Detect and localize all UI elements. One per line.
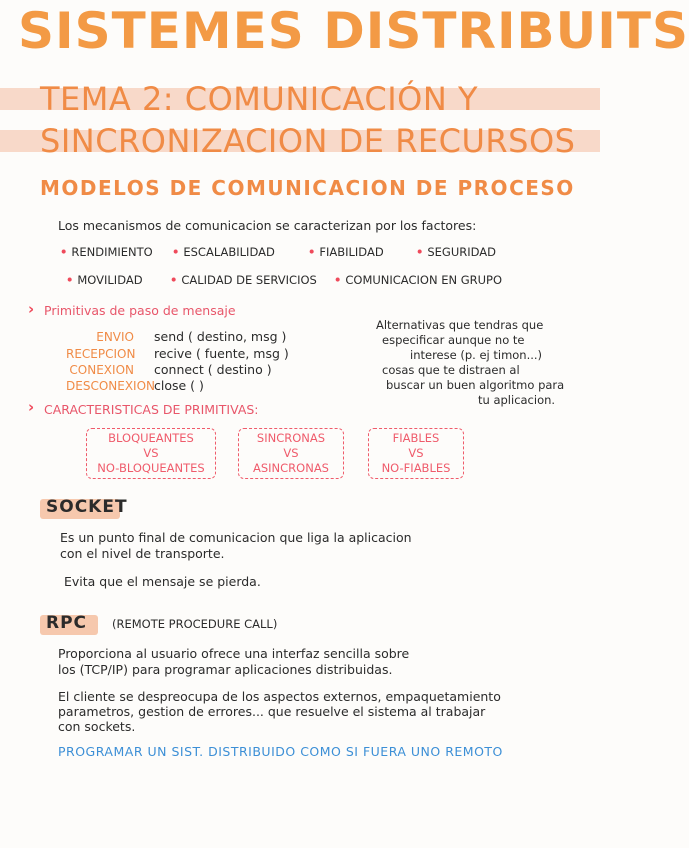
primitive-value: send ( destino, msg ): [154, 329, 287, 344]
characteristics-heading: CARACTERISTICAS DE PRIMITIVAS:: [44, 402, 259, 417]
rpc-heading-note: (REMOTE PROCEDURE CALL): [112, 617, 278, 631]
side-note-line: buscar un buen algoritmo para: [386, 378, 565, 392]
factor-item: • ESCALABILIDAD: [172, 245, 275, 259]
characteristic-box: [368, 428, 464, 479]
rpc-text: El cliente se despreocupa de los aspectos externos, empaquetamiento: [58, 689, 501, 704]
side-note-line: especificar aunque no te: [382, 333, 525, 347]
primitive-value: recive ( fuente, msg ): [154, 346, 289, 361]
primitive-label: DESCONEXION: [66, 379, 156, 393]
factor-item: • CALIDAD DE SERVICIOS: [170, 273, 317, 287]
subtitle-line-2: SINCRONIZACION DE RECURSOS: [40, 122, 576, 160]
characteristic-vs: VS: [408, 446, 424, 460]
primitive-label: RECEPCION: [66, 347, 136, 361]
side-note-line: tu aplicacion.: [478, 393, 556, 407]
intro-text: Los mecanismos de comunicacion se caracterizan por los factores:: [58, 218, 477, 233]
primitive-value: close ( ): [154, 378, 204, 393]
factor-item: • FIABILIDAD: [308, 245, 384, 259]
rpc-text: con sockets.: [58, 719, 136, 734]
side-note-line: Alternativas que tendras que: [376, 318, 544, 332]
primitive-label: CONEXION: [69, 363, 134, 377]
rpc-footer: PROGRAMAR UN SIST. DISTRIBUIDO COMO SI FUERA UNO REMOTO: [58, 744, 503, 759]
characteristic-a: SINCRONAS: [256, 431, 326, 445]
side-note-line: interese (p. ej timon...): [410, 348, 543, 362]
primitive-value: connect ( destino ): [154, 362, 272, 377]
rpc-text: parametros, gestion de errores... que resuelve el sistema al trabajar: [58, 704, 486, 719]
rpc-text: los (TCP/IP) para programar aplicaciones distribuidas.: [58, 662, 393, 677]
factor-item: • MOVILIDAD: [66, 273, 143, 287]
characteristic-a: FIABLES: [392, 431, 440, 445]
factor-item: • SEGURIDAD: [416, 245, 496, 259]
chevron-right-icon: ›: [28, 300, 35, 318]
page-title: SISTEMES DISTRIBUITS: [18, 2, 689, 60]
characteristic-a: BLOQUEANTES: [108, 431, 194, 445]
primitive-label: ENVIO: [96, 330, 134, 344]
socket-text: con el nivel de transporte.: [60, 546, 225, 561]
characteristic-b: NO-FIABLES: [381, 461, 451, 475]
characteristic-box: [86, 428, 216, 479]
rpc-text: Proporciona al usuario ofrece una interfaz sencilla sobre: [58, 646, 410, 661]
factor-item: • COMUNICACION EN GRUPO: [334, 273, 502, 287]
subtitle-line-1: TEMA 2: COMUNICACIÓN Y: [40, 80, 478, 118]
section-heading: MODELOS DE COMUNICACION DE PROCESO: [40, 176, 575, 200]
characteristic-box: [238, 428, 344, 479]
characteristic-vs: VS: [143, 446, 159, 460]
socket-text: Es un punto final de comunicacion que liga la aplicacion: [60, 530, 412, 545]
primitives-heading: Primitivas de paso de mensaje: [44, 303, 236, 318]
side-note-line: cosas que te distraen al: [382, 363, 520, 377]
rpc-heading: RPC: [46, 613, 88, 633]
characteristic-vs: VS: [283, 446, 299, 460]
socket-heading: SOCKET: [46, 497, 128, 517]
characteristic-b: NO-BLOQUEANTES: [97, 461, 205, 475]
characteristic-b: ASINCRONAS: [252, 461, 329, 475]
socket-text: Evita que el mensaje se pierda.: [64, 574, 261, 589]
chevron-right-icon: ›: [28, 398, 35, 416]
factor-item: • RENDIMIENTO: [60, 245, 153, 259]
